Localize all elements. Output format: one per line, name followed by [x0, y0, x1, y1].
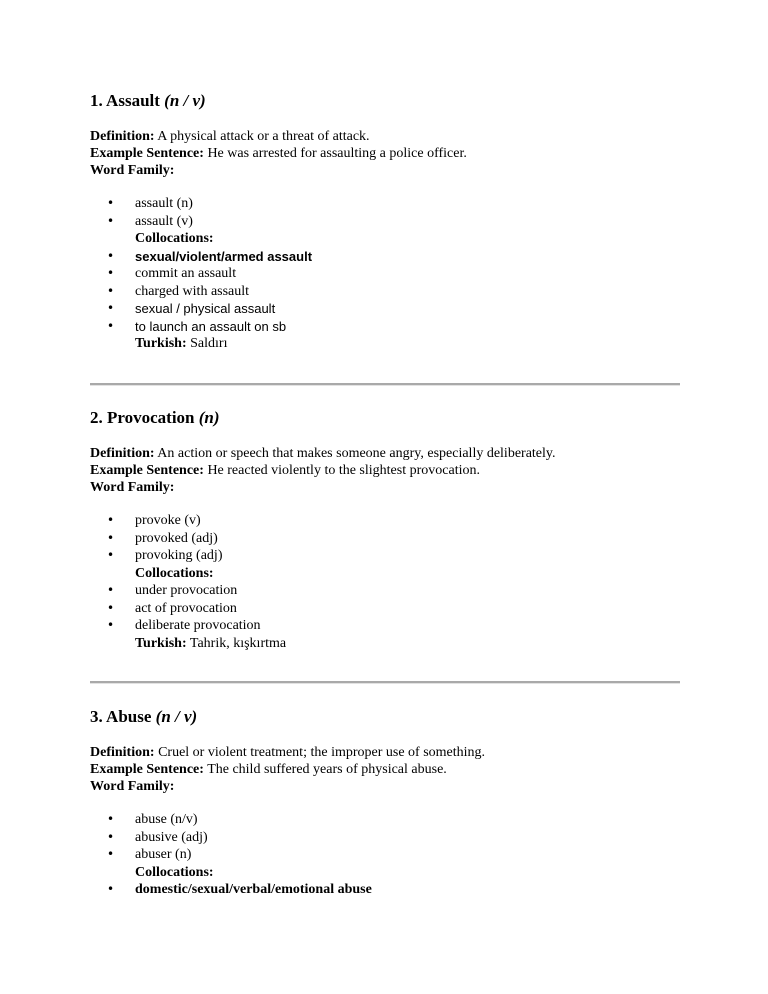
collocations-line [135, 864, 680, 882]
example-line [90, 462, 680, 479]
word-family-item: • abuser (n) [135, 846, 680, 864]
definition-text: Cruel or violent treatment; the improper use of something. [158, 745, 486, 760]
entry-list [90, 512, 680, 652]
definition-text: An action or speech that makes someone angry, especially deliberately. [157, 446, 556, 461]
turkish-line [135, 335, 680, 353]
word-family-item: • provoke (v) [135, 512, 680, 530]
word-family-item: • provoking (adj) [135, 547, 680, 565]
collocation-text: sexual/violent/armed assault [135, 248, 313, 264]
entry-assault [90, 90, 680, 353]
entry-list [90, 195, 680, 353]
entry-meta [90, 445, 680, 496]
word-family-line [90, 778, 680, 795]
definition-line [90, 445, 680, 462]
entry-heading [90, 706, 680, 728]
example-label: Example Sentence: [90, 146, 204, 161]
example-line [90, 761, 680, 778]
collocations-label: Collocations: [135, 231, 214, 246]
section-divider [90, 681, 680, 684]
collocations-label: Collocations: [135, 864, 214, 880]
entry-list [90, 811, 680, 899]
definition-text: A physical attack or a threat of attack. [157, 129, 370, 144]
collocation-item: • deliberate provocation [135, 617, 680, 635]
collocation-item: • charged with assault [135, 283, 680, 301]
section-divider [90, 383, 680, 386]
word-family-line [90, 479, 680, 496]
definition-label: Definition: [90, 745, 155, 760]
turkish-label: Turkish: [135, 336, 187, 351]
turkish-label: Turkish: [135, 635, 187, 651]
collocation-item: • act of provocation [135, 600, 680, 618]
entry-title: 3. Abuse [90, 707, 152, 726]
word-family-label: Word Family: [90, 163, 175, 178]
definition-label: Definition: [90, 129, 155, 144]
collocation-text: domestic/sexual/verbal/emotional abuse [135, 882, 372, 897]
entry-abuse [90, 706, 680, 899]
entry-title: 2. Provocation [90, 408, 195, 427]
example-text: He was arrested for assaulting a police officer. [207, 146, 467, 161]
example-text: He reacted violently to the slightest provocation. [207, 463, 480, 478]
collocations-line [135, 565, 680, 583]
example-line [90, 145, 680, 162]
collocation-item: • sexual / physical assault [135, 300, 680, 318]
word-family-label: Word Family: [90, 779, 175, 794]
collocation-item: • to launch an assault on sb [135, 318, 680, 336]
collocation-item [135, 248, 680, 266]
entry-meta [90, 744, 680, 795]
word-family-item: • provoked (adj) [135, 530, 680, 548]
word-family-item: • abusive (adj) [135, 829, 680, 847]
example-label: Example Sentence: [90, 762, 204, 777]
entry-heading [90, 90, 680, 112]
entry-provocation [90, 407, 680, 652]
word-family-label: Word Family: [90, 480, 175, 495]
turkish-text: Saldırı [190, 336, 228, 351]
example-text: The child suffered years of physical abuse. [207, 762, 447, 777]
entry-meta [90, 128, 680, 179]
word-family-item: • abuse (n/v) [135, 811, 680, 829]
entry-heading [90, 407, 680, 429]
word-family-line [90, 162, 680, 179]
entry-title: 1. Assault [90, 91, 160, 110]
collocation-item: • under provocation [135, 582, 680, 600]
example-label: Example Sentence: [90, 463, 204, 478]
part-of-speech: (n / v) [164, 91, 206, 110]
word-family-item: • assault (n) [135, 195, 680, 213]
part-of-speech: (n) [198, 408, 220, 427]
collocations-line [135, 230, 680, 248]
turkish-text: Tahrik, kışkırtma [189, 635, 287, 651]
collocation-item: • commit an assault [135, 265, 680, 283]
definition-label: Definition: [90, 446, 155, 461]
collocation-item [135, 881, 680, 899]
part-of-speech: (n / v) [155, 707, 198, 726]
definition-line [90, 744, 680, 761]
definition-line [90, 128, 680, 145]
turkish-line [135, 635, 680, 653]
word-family-item: • assault (v) [135, 213, 680, 231]
collocations-label: Collocations: [135, 565, 214, 581]
